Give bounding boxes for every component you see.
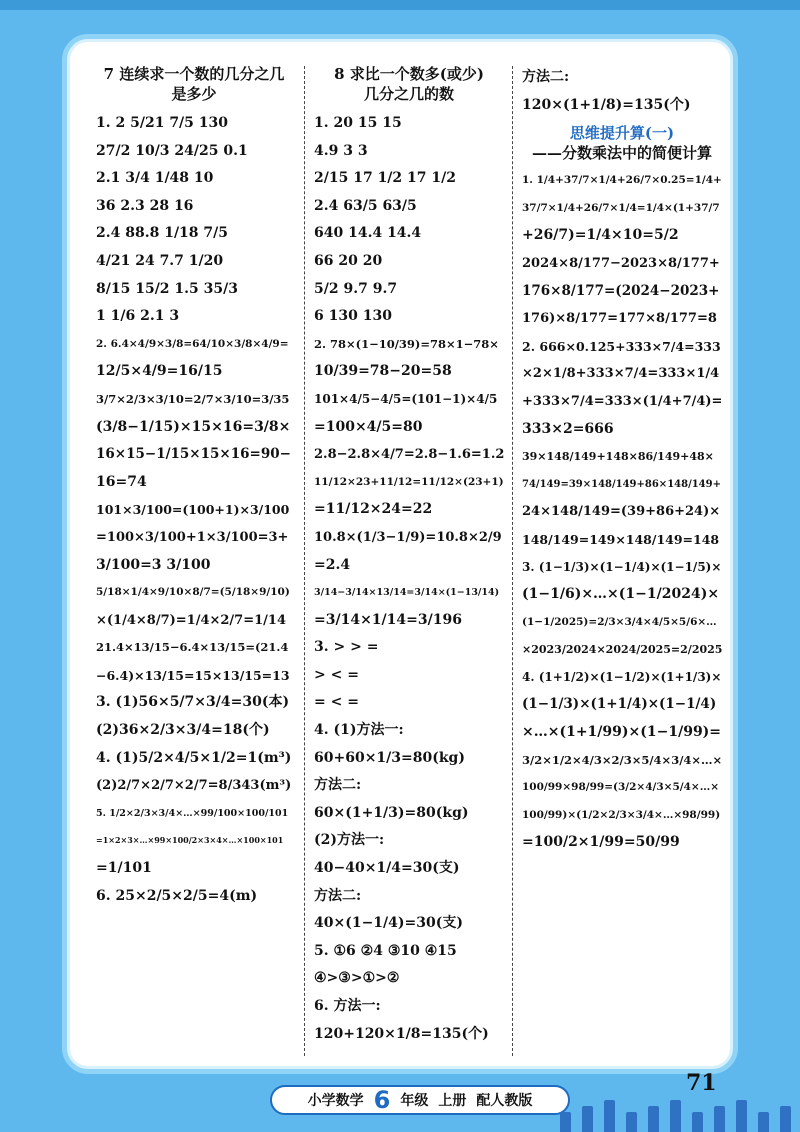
answer-line: 2. 666×0.125+333×7/4=333 [522,338,721,354]
answer-line: (2)36×2/3×3/4=18(个) [96,722,270,739]
answer-line: 5/2 9.7 9.7 [314,280,398,297]
section-7-heading: 7 连续求一个数的几分之几 [103,65,285,83]
answer-line: 2.1 3/4 1/48 10 [96,170,214,187]
stripe [692,1112,703,1132]
thinking-section-heading: 思维提升算(一) [569,124,675,143]
footer-grade-number: 6 [373,1086,391,1114]
answer-line: =3/14×1/14=3/196 [314,611,462,628]
answer-line: 2. 6.4×4/9×3/8=64/10×3/8×4/9= [96,337,289,350]
answer-line: 3. > > = [314,639,379,656]
answer-line: (2)2/7×2/7×2/7=8/343(m³) [96,778,292,794]
answer-line: =11/12×24=22 [314,501,433,518]
answer-line: (1−1/6)×…×(1−1/2024)× [522,586,720,603]
answer-line: −6.4)×13/15=15×13/15=13 [96,667,290,683]
answer-line: 27/2 10/3 24/25 0.1 [96,142,248,159]
footer-term: 上册 [438,1093,467,1109]
answer-line: 176×8/177=(2024−2023+ [522,282,720,299]
answer-line: ×…×(1+1/99)×(1−1/99)= [522,724,722,741]
answer-line: 1. 1/4+37/7×1/4+26/7×0.25=1/4+ [522,174,722,187]
answer-line: 3. (1)56×5/7×3/4=30(本) [96,694,290,711]
answer-line: 2.4 88.8 1/18 7/5 [96,225,229,242]
stripe [758,1112,769,1132]
stripe [626,1112,637,1132]
answer-line: =100×4/5=80 [314,418,423,435]
answer-line: 100/99)×(1/2×2/3×3/4×…×98/99) [522,808,721,821]
answer-line: 333×2=666 [522,420,614,437]
answer-line: 方法二: [314,887,362,904]
section-8-continued [522,64,722,119]
section-7-subheading: 是多少 [171,85,217,103]
answer-line: 方法二: [314,777,362,794]
answer-line: =2.4 [314,556,351,573]
answer-line: 8/15 15/2 1.5 35/3 [96,280,238,297]
answer-line: =100×3/100+1×3/100=3+ [96,529,289,545]
answer-line: 39×148/149+148×86/149+48× [522,450,714,464]
answer-line: 10.8×(1/3−1/9)=10.8×2/9 [314,529,502,545]
stripe [560,1112,571,1132]
answer-line: 60×(1+1/3)=80(kg) [314,804,469,821]
answer-line: 5. 1/2×2/3×3/4×…×99/100×100/101 [96,807,289,819]
answer-line: 37/7×1/4+26/7×1/4=1/4×(1+37/7 [522,201,720,214]
answer-line: 5. ①6 ②4 ③10 ④15 [314,942,457,959]
answer-line: 6. 25×2/5×2/5=4(m) [96,887,258,904]
bottom-stripes [0,1084,800,1132]
answer-line: 3/7×2/3×3/10=2/7×3/10=3/35 [96,391,290,406]
section-8-subheading: 几分之几的数 [363,85,454,103]
answer-line: 1 1/6 2.1 3 [96,308,180,325]
answer-line: ×2023/2024×2024/2025=2/2025 [522,643,723,657]
stripe [736,1100,747,1132]
answer-line: 101×4/5−4/5=(101−1)×4/5 [314,391,498,406]
answer-line: 1. 20 15 15 [314,115,402,131]
answer-line: 24×148/149=(39+86+24)× [522,504,721,520]
thinking-section-answers [522,167,722,857]
answer-line: 21.4×13/15−6.4×13/15=(21.4 [96,640,289,655]
stripe [604,1100,615,1132]
answer-line: 3/100=3 3/100 [96,556,211,573]
answer-line: 100/99×98/99=(3/2×4/3×5/4×…× [522,781,720,794]
answer-line: 4. (1)5/2×4/5×1/2=1(m³) [96,749,292,766]
answer-line: 11/12×23+11/12=11/12×(23+1) [314,475,504,488]
answer-line: +333×7/4=333×(1/4+7/4)= [522,393,723,409]
answer-line: 66 20 20 [314,252,383,269]
answer-line: ④>③>①>② [314,970,400,987]
column-1 [96,64,292,910]
column-2 [314,64,504,1048]
answer-line: 3/14−3/14×13/14=3/14×(1−13/14) [314,587,500,599]
page-number: 71 [686,1070,717,1096]
answer-line: 40−40×1/4=30(支) [314,860,460,877]
answer-line: 2024×8/177−2023×8/177+ [522,255,720,271]
column-3 [522,64,722,857]
stripe [648,1106,659,1132]
answer-line: 148/149=149×148/149=148 [522,531,720,547]
answer-line: 36 2.3 28 16 [96,197,194,214]
answer-line: 6 130 130 [314,308,392,325]
answer-line: 5/18×1/4×9/10×8/7=(5/18×9/10) [96,586,290,599]
answer-line: 176)×8/177=177×8/177=8 [522,311,717,327]
answer-line: +26/7)=1/4×10=5/2 [522,227,679,244]
answer-line: 3/2×1/2×4/3×2/3×5/4×3/4×…× [522,752,723,767]
answer-line: 2. 78×(1−10/39)=78×1−78× [314,336,499,351]
footer-grade-suffix: 年级 [400,1093,429,1109]
answer-line: 74/149=39×148/149+86×148/149+ [522,478,721,490]
section-7-answers [96,110,292,910]
answer-line: 101×3/100=(100+1)×3/100 [96,502,290,518]
answer-line: = < = [314,694,359,711]
answer-line: ×2×1/8+333×7/4=333×1/4 [522,366,720,382]
answer-line: 120×(1+1/8)=135(个) [522,96,691,113]
answer-line: 2.8−2.8×4/7=2.8−1.6=1.2 [314,447,505,463]
answer-line: =100/2×1/99=50/99 [522,834,680,851]
answer-line: 方法二: [522,69,570,85]
column-divider-2 [512,66,513,1056]
answer-line: (2)方法一: [314,832,385,849]
answer-line: =1×2×3×…×99×100/2×3×4×…×100×101 [96,835,284,846]
section-8-heading: 8 求比一个数多(或少) [334,65,484,83]
stripe [780,1106,791,1132]
footer-edition: 配人教版 [476,1093,533,1109]
answer-line: 4. (1+1/2)×(1−1/2)×(1+1/3)× [522,669,722,684]
answer-line: 1. 2 5/21 7/5 130 [96,115,229,131]
answer-line: 12/5×4/9=16/15 [96,363,223,380]
answer-line: (3/8−1/15)×15×16=3/8× [96,418,291,435]
top-edge [0,0,800,10]
answer-line: 16=74 [96,473,147,490]
answer-line: ×(1/4×8/7)=1/4×2/7=1/14 [96,612,287,628]
answer-line: 6. 方法一: [314,998,381,1014]
section-8-answers [314,110,504,1048]
answer-line: 2.4 63/5 63/5 [314,197,417,214]
answer-line: > < = [314,666,359,683]
answer-line: 16×15−1/15×15×16=90− [96,446,291,463]
column-divider-1 [304,66,305,1056]
answer-line: (1−1/3)×(1+1/4)×(1−1/4) [522,696,717,713]
answer-line: 60+60×1/3=80(kg) [314,749,465,766]
answer-line: 640 14.4 14.4 [314,225,422,242]
answer-line: 4/21 24 7.7 1/20 [96,252,224,269]
answer-line: =1/101 [96,860,152,877]
answer-line: 3. (1−1/3)×(1−1/4)×(1−1/5)× [522,559,722,574]
answer-line: 2/15 17 1/2 17 1/2 [314,170,456,187]
answer-line: (1−1/2025)=2/3×3/4×4/5×5/6×… [522,615,717,628]
answer-line: 120+120×1/8=135(个) [314,1025,489,1042]
stripe [714,1106,725,1132]
answer-line: 10/39=78−20=58 [314,363,452,380]
thinking-section-subheading: ——分数乘法中的简便计算 [531,144,712,163]
footer-subject: 小学数学 [307,1093,364,1109]
answer-line: 4. (1)方法一: [314,722,404,739]
stripe [670,1100,681,1132]
stripe [582,1106,593,1132]
answer-line: 40×(1−1/4)=30(支) [314,915,463,932]
answer-line: 4.9 3 3 [314,142,368,159]
